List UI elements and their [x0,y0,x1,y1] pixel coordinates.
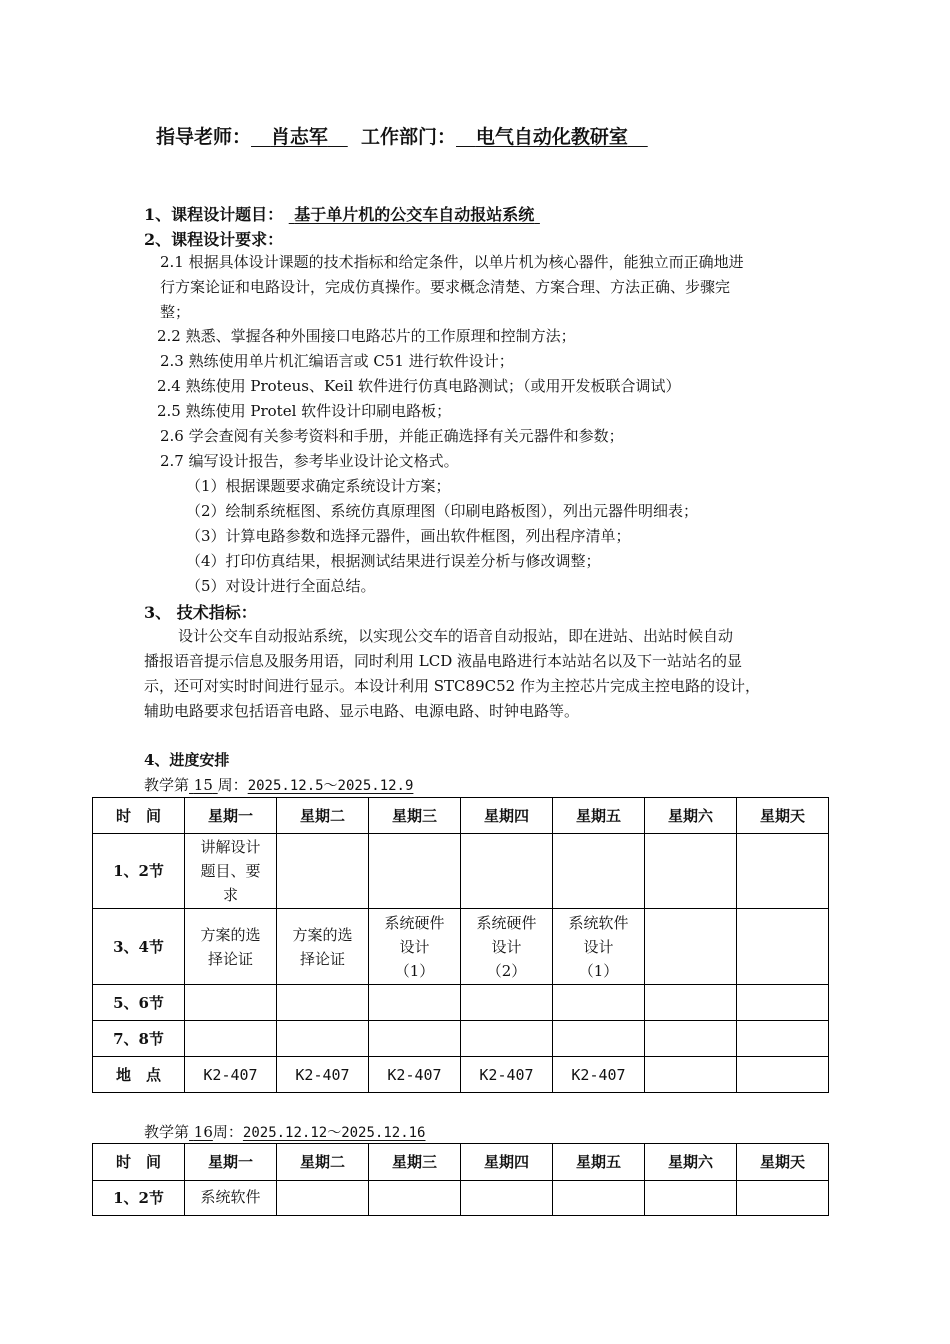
table-cell [737,1181,829,1216]
req-2-1-line1: 2.1 根据具体设计课题的技术指标和给定条件，以单片机为核心器件，能独立而正确地进 [160,253,744,271]
table-cell [645,834,737,909]
table-cell [645,909,737,985]
header-cell: 星期一 [185,1144,277,1181]
section1-title: 基于单片机的公交车自动报站系统 [294,205,535,224]
table-row-location [93,1057,829,1093]
table-header-row [93,798,829,834]
table-cell [461,1021,553,1057]
header-cell: 时 间 [93,798,185,834]
tech-line3: 示，还可对实时时间进行显示。本设计利用 STC89C52 作为主控芯片完成主控电路的设计， [144,677,760,695]
table-cell [369,1181,461,1216]
location-cell [645,1057,737,1093]
sub-req-4: （4）打印仿真结果，根据测试结果进行误差分析与修改调整； [186,552,601,570]
sub-req-2: （2）绘制系统框图、系统仿真原理图（印刷电路板图），列出元器件明细表； [186,502,699,520]
header-line [156,122,648,149]
table-cell [277,1021,369,1057]
table-cell [737,834,829,909]
table-cell [553,1181,645,1216]
week2-line: 教学第 16周：2025.12.12～2025.12.16 [144,1123,426,1141]
header-cell: 星期四 [461,1144,553,1181]
table-cell [461,834,553,909]
table-cell: 系统软件 设计 （1） [553,909,645,985]
header-cell: 星期三 [369,798,461,834]
header-cell: 星期二 [277,798,369,834]
table-cell [185,1021,277,1057]
table-row [93,1021,829,1057]
header-cell: 星期一 [185,798,277,834]
table-cell [369,834,461,909]
req-2-5: 2.5 熟练使用 Protel 软件设计印刷电路板； [157,402,452,420]
table-cell [185,985,277,1021]
sub-req-1: （1）根据课题要求确定系统设计方案； [186,477,451,495]
table-cell [277,834,369,909]
dept-label: 工作部门： [360,126,456,148]
req-2-3: 2.3 熟练使用单片机汇编语言或 C51 进行软件设计； [160,352,514,370]
table-row [93,834,829,909]
table-cell [737,909,829,985]
sub-req-3: （3）计算电路参数和选择元器件，画出软件框图，列出程序清单； [186,527,631,545]
table-cell [737,1021,829,1057]
table-header-row [93,1144,829,1181]
row-label: 1、2节 [93,834,185,909]
header-cell: 星期五 [553,798,645,834]
header-cell: 星期天 [737,798,829,834]
location-cell: K2-407 [369,1057,461,1093]
dept-name: 电气自动化教研室 [475,126,628,148]
req-2-2: 2.2 熟悉、掌握各种外围接口电路芯片的工作原理和控制方法； [157,327,576,345]
week2-dates: 2025.12.12～2025.12.16 [242,1125,426,1141]
tech-line2: 播报语音提示信息及服务用语，同时利用 LCD 液晶电路进行本站站名以及下一站站名的显 [144,652,743,670]
week1-dates: 2025.12.5～2025.12.9 [247,778,414,794]
table-cell [277,1181,369,1216]
header-cell: 时 间 [93,1144,185,1181]
table-cell [553,985,645,1021]
table-cell: 系统硬件 设计 （1） [369,909,461,985]
week1-line: 教学第 15 周：2025.12.5～2025.12.9 [144,776,414,794]
sub-req-5: （5）对设计进行全面总结。 [186,577,376,595]
req-2-7: 2.7 编写设计报告，参考毕业设计论文格式。 [160,452,459,470]
schedule-table-week15 [92,797,829,1093]
header-cell: 星期五 [553,1144,645,1181]
header-cell: 星期四 [461,798,553,834]
location-cell [737,1057,829,1093]
week2-number: 16 [193,1123,213,1141]
row-label: 3、4节 [93,909,185,985]
row-label: 7、8节 [93,1021,185,1057]
header-cell: 星期六 [645,1144,737,1181]
location-cell: K2-407 [277,1057,369,1093]
week1-number: 15 [193,776,213,794]
header-cell: 星期二 [277,1144,369,1181]
req-2-6: 2.6 学会查阅有关参考资料和手册，并能正确选择有关元器件和参数； [160,427,624,445]
tech-line4: 辅助电路要求包括语音电路、显示电路、电源电路、时钟电路等。 [144,702,580,720]
table-cell [369,985,461,1021]
advisor-name: 肖志军 [270,126,328,148]
header-cell: 星期天 [737,1144,829,1181]
section4-label: 4、进度安排 [144,751,230,769]
row-label: 1、2节 [93,1181,185,1216]
row-label: 地 点 [93,1057,185,1093]
tech-line1: 设计公交车自动报站系统，以实现公交车的语音自动报站，即在进站、出站时候自动 [178,627,734,645]
table-cell [553,834,645,909]
req-2-4: 2.4 熟练使用 Proteus、Keil 软件进行仿真电路测试；（或用开发板联合调试） [157,377,681,395]
table-cell: 方案的选 择论证 [185,909,277,985]
table-cell [461,1181,553,1216]
section3-label: 3、 技术指标： [144,603,257,622]
header-cell: 星期三 [369,1144,461,1181]
location-cell: K2-407 [461,1057,553,1093]
table-cell: 方案的选 择论证 [277,909,369,985]
table-row [93,985,829,1021]
location-cell: K2-407 [185,1057,277,1093]
table-cell [645,985,737,1021]
table-cell [553,1021,645,1057]
table-cell [645,1021,737,1057]
row-label: 5、6节 [93,985,185,1021]
table-cell: 系统软件 [185,1181,277,1216]
location-cell: K2-407 [553,1057,645,1093]
schedule-table-week16 [92,1143,829,1216]
req-2-1-line2: 行方案论证和电路设计，完成仿真操作。要求概念清楚、方案合理、方法正确、步骤完 [160,278,731,296]
section1-heading [144,202,540,225]
table-cell: 讲解设计 题目、要 求 [185,834,277,909]
header-cell: 星期六 [645,798,737,834]
table-cell [277,985,369,1021]
section2-label: 2、课程设计要求： [144,230,284,249]
table-cell [737,985,829,1021]
table-cell [645,1181,737,1216]
advisor-label: 指导老师： [156,126,252,148]
table-row [93,1181,829,1216]
table-cell [461,985,553,1021]
table-cell: 系统硬件 设计 （2） [461,909,553,985]
table-cell [369,1021,461,1057]
req-2-1-line3: 整； [160,303,191,321]
table-row [93,909,829,985]
section1-label: 1、课程设计题目： [144,205,284,224]
